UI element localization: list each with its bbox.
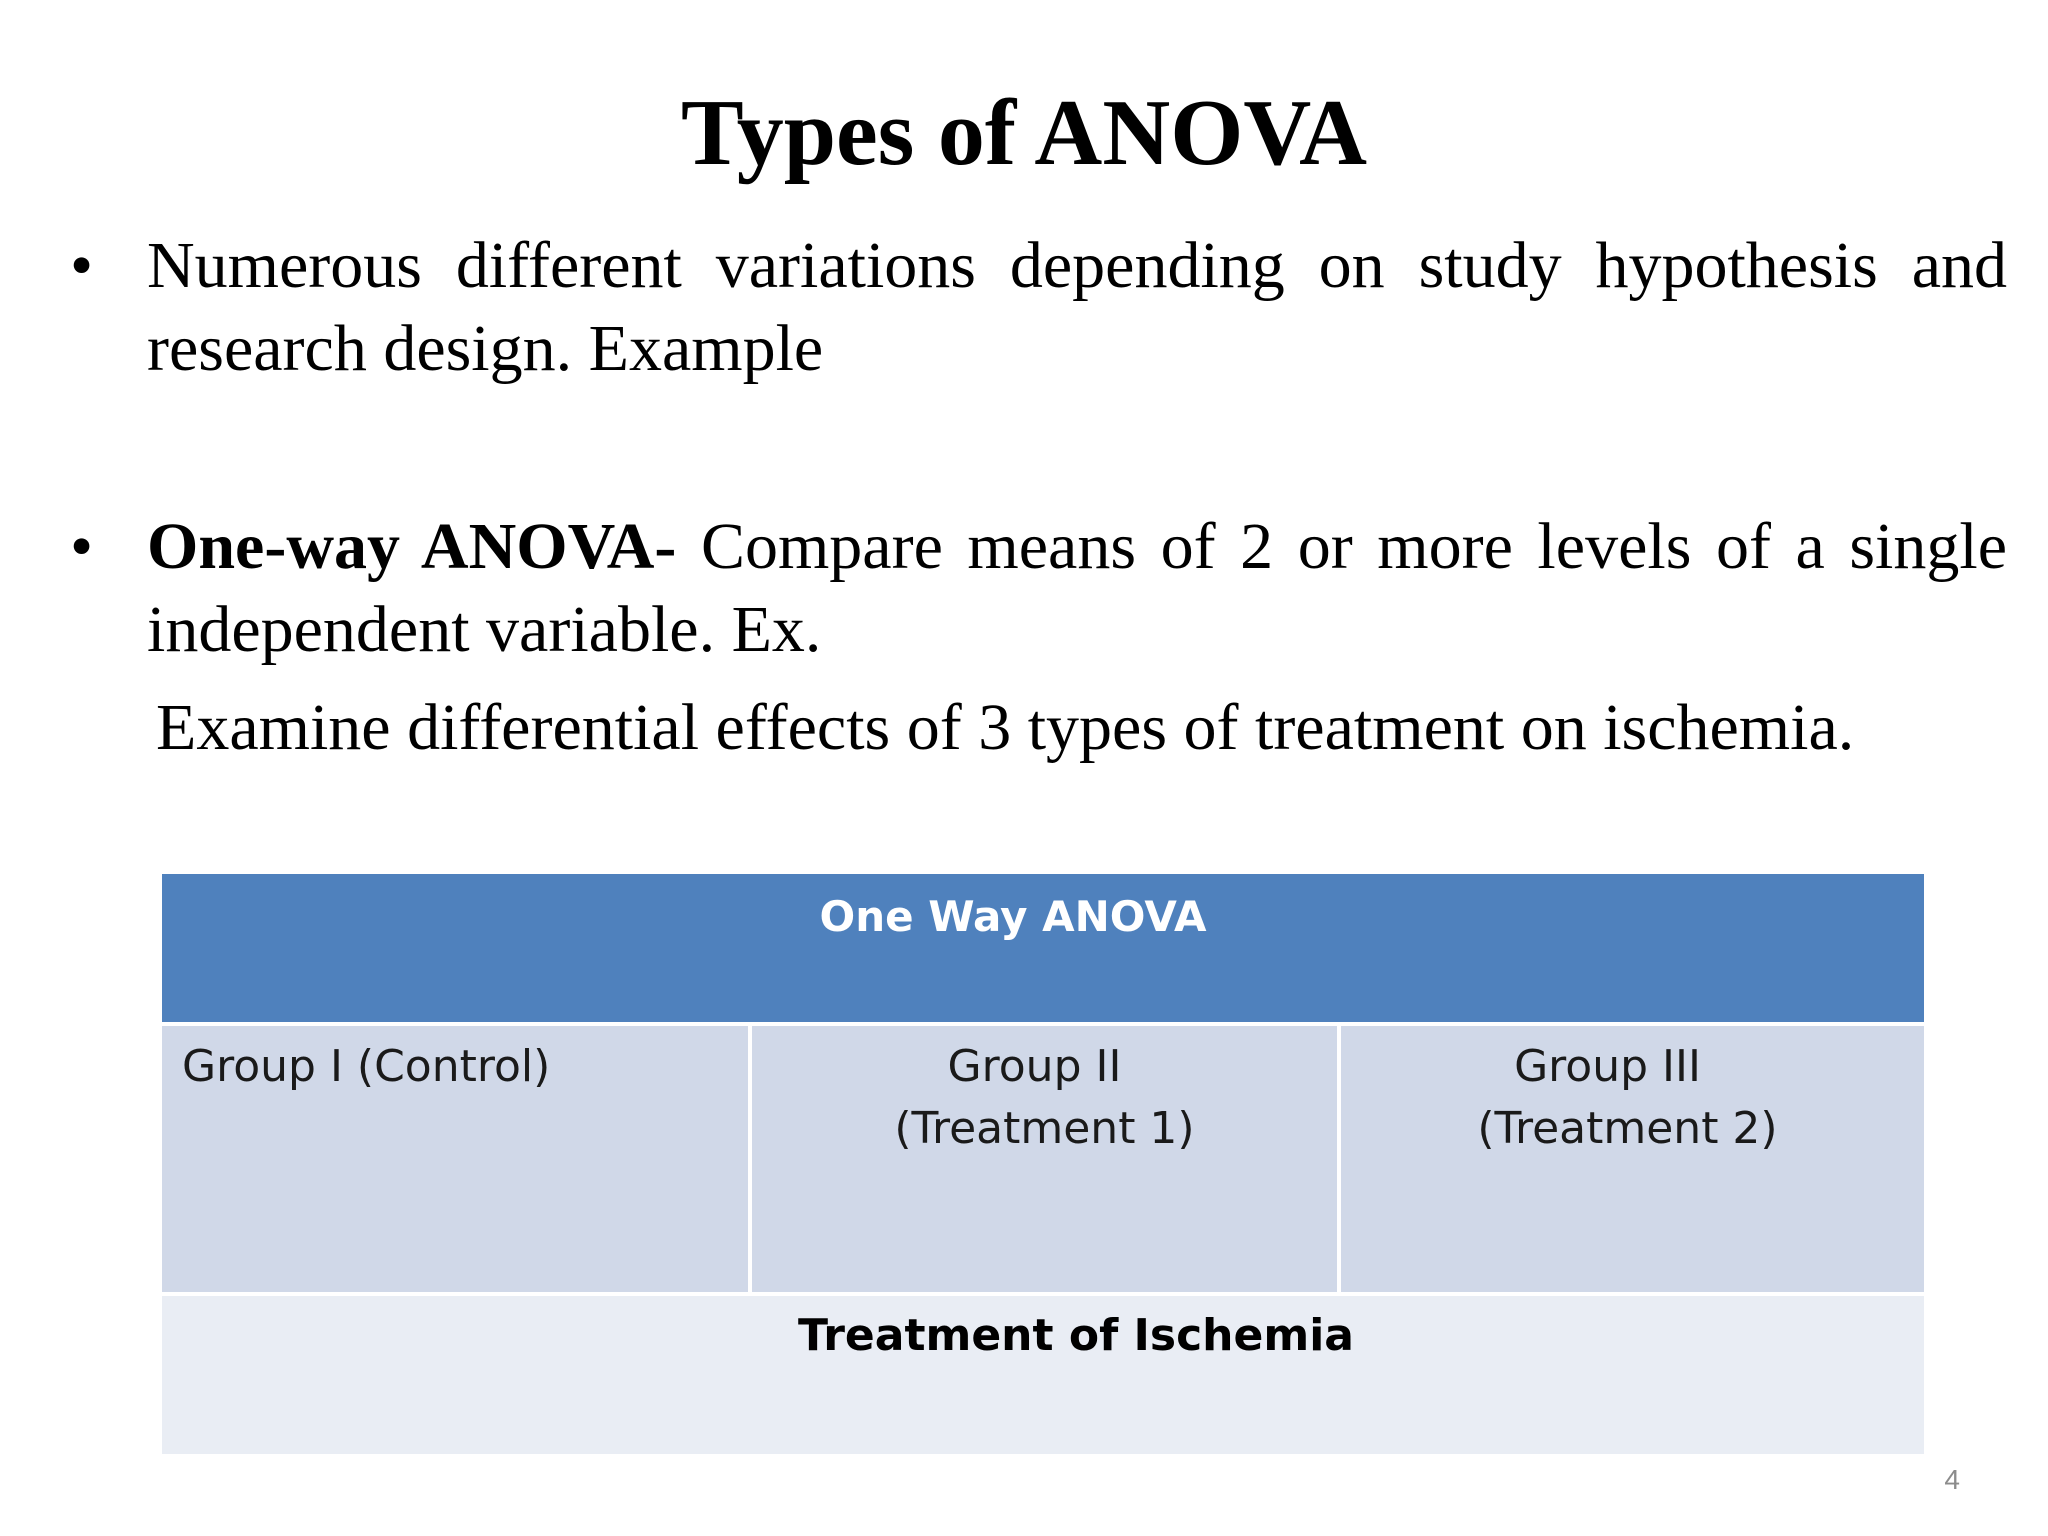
bullet-bold-lead: One-way ANOVA- [147, 510, 677, 583]
table-header-text: One Way ANOVA [819, 892, 1207, 941]
table-header [162, 874, 1924, 1022]
bullet-text-variations: Numerous different variations depending on study hypothesis and research design. Example [147, 229, 2007, 385]
group-2-sublabel: (Treatment 1) [894, 1103, 1195, 1154]
example-line: Examine differential effects of 3 types of treatment on ischemia. [156, 691, 1855, 764]
anova-table [162, 874, 1924, 1454]
table-cell-group-3 [1341, 1026, 1924, 1292]
group-2-label: Group II [947, 1041, 1122, 1092]
bullet-marker: • [70, 229, 94, 302]
group-3-sublabel: (Treatment 2) [1477, 1103, 1778, 1154]
table-footer [162, 1296, 1924, 1454]
bullet-text-one-way: Compare means of 2 or more levels of a single independent variable. Ex. [147, 510, 2008, 666]
page-number: 4 [1944, 1464, 1960, 1495]
bullet-marker: • [70, 510, 94, 583]
table-cell-group-1 [162, 1026, 748, 1292]
group-3-label: Group III [1514, 1041, 1701, 1092]
slide-title: Types of ANOVA [681, 81, 1367, 185]
table-cell-group-2 [752, 1026, 1337, 1292]
group-1-label: Group I (Control) [182, 1041, 551, 1092]
bullet-one-way-anova [147, 505, 2007, 671]
table-footer-text: Treatment of Ischemia [798, 1310, 1354, 1361]
table-row-groups [162, 1026, 1924, 1292]
